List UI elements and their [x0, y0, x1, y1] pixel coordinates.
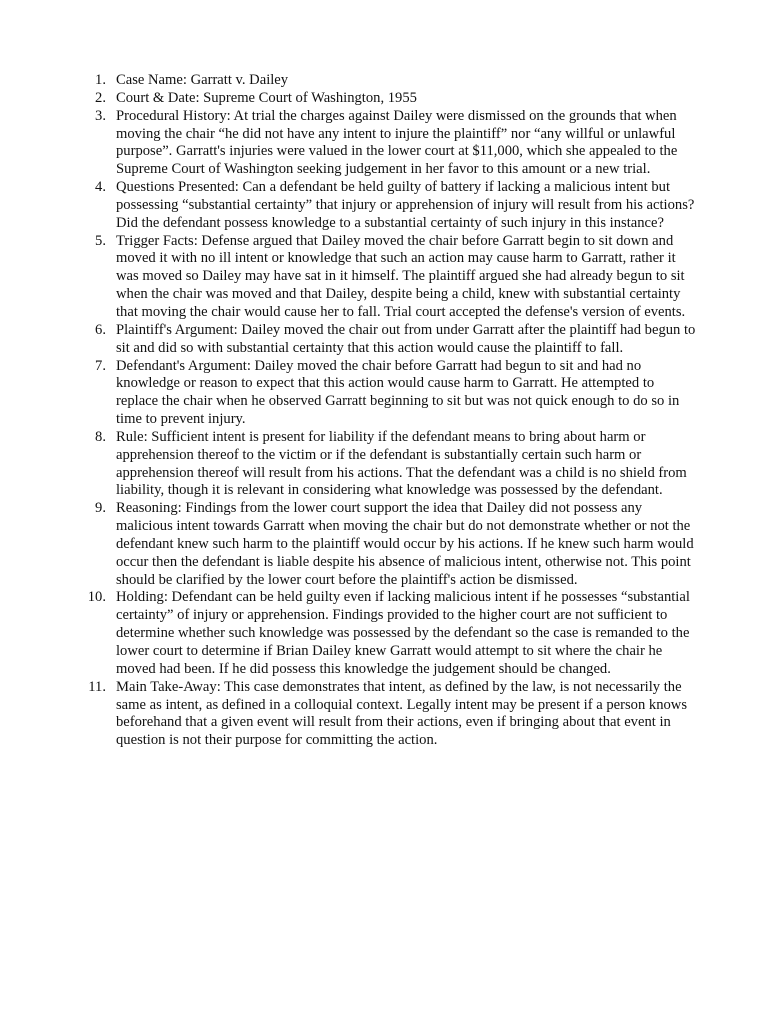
list-number: 9. — [95, 500, 106, 517]
list-item-trigger-facts — [80, 233, 698, 322]
list-number: 7. — [95, 357, 106, 374]
list-number: 4. — [95, 179, 106, 196]
list-text: Questions Presented: Can a defendant be held guilty of battery if lacking a malicious intent but possessing “substantial certainty” that injury or apprehension of injury will result from his actions? Did the defendant possess knowledge to a substantial certainty of such injury in this instance? — [116, 179, 695, 231]
list-item-plaintiffs-argument — [80, 322, 698, 358]
list-text: Reasoning: Findings from the lower court support the idea that Dailey did not possess any malicious intent towards Garratt when moving the chair but do not demonstrate whether or not the defendant knew such harm to the plaintiff would occur by his actions. If he knew such harm would occur then the defendant is liable despite his absence of malicious intent, otherwise not. This point should be clarified by the lower court before the plaintiff's action be dismissed. — [116, 500, 694, 588]
list-item-reasoning — [80, 500, 698, 589]
list-text: Holding: Defendant can be held guilty even if lacking malicious intent if he possesses “substantial certainty” of injury or apprehension. Findings provided to the higher court are not sufficient to determine whether such knowledge was possessed by the defendant so the case is remanded to the lower court to determine if Brian Dailey knew Garratt would attempt to sit where the chair he moved had been. If he did possess this knowledge the judgement should be changed. — [116, 589, 690, 677]
list-text: Plaintiff's Argument: Dailey moved the chair out from under Garratt after the plaintiff had begun to sit and did so with substantial certainty that this action would cause the plaintiff to fall. — [116, 321, 696, 356]
list-item-holding — [80, 589, 698, 678]
list-number: 2. — [95, 89, 106, 106]
list-item-rule — [80, 429, 698, 500]
list-text: Main Take-Away: This case demonstrates that intent, as defined by the law, is not necessarily the same as intent, as defined in a colloquial context. Legally intent may be present if a person knows beforehand that a given event will result from their actions, even if bringing about that event in question is not their purpose for committing the action. — [116, 678, 688, 749]
list-text: Defendant's Argument: Dailey moved the chair before Garratt had begun to sit and had no knowledge or reason to expect that this action would cause harm to Garratt. He attempted to replace the chair when he observed Garratt beginning to sit but was not quick enough to do so in time to prevent injury. — [116, 357, 680, 428]
list-item-main-take-away — [80, 679, 698, 750]
list-text: Procedural History: At trial the charges against Dailey were dismissed on the grounds that when moving the chair “he did not have any intent to injure the plaintiff” nor “any willful or unlawful purpose”. Garratt's injuries were valued in the lower court at $11,000, which she appealed to the Supreme Court of Washington seeking judgement in her favor to this amount or a new trial. — [116, 107, 678, 178]
list-text: Court & Date: Supreme Court of Washington, 1955 — [116, 89, 417, 106]
list-item-procedural-history — [80, 108, 698, 179]
list-text: Trigger Facts: Defense argued that Dailey moved the chair before Garratt begin to sit down and moved it with no ill intent or knowledge that such an action may cause harm to Garratt, rather it was moved so Dailey may have sat in it himself. The plaintiff argued she had already begun to sit when the chair was moved and that Dailey, despite being a child, knew with substantial certainty that moving the chair would cause her to fall. Trial court accepted the defense's version of events. — [116, 232, 686, 320]
list-item-case-name — [80, 72, 698, 90]
list-text: Case Name: Garratt v. Dailey — [116, 72, 289, 88]
list-number: 11. — [88, 678, 106, 695]
list-item-questions-presented — [80, 179, 698, 233]
list-number: 1. — [95, 72, 106, 88]
list-number: 6. — [95, 321, 106, 338]
list-item-court-date — [80, 90, 698, 108]
list-number: 3. — [95, 107, 106, 124]
list-text: Rule: Sufficient intent is present for liability if the defendant means to bring about harm or apprehension thereof to the victim or if the defendant is substantially certain such harm or apprehension thereof will result from his actions. That the defendant was a child is no shield from liability, though it is relevant in considering what knowledge was possessed by the defendant. — [116, 428, 687, 499]
list-number: 8. — [95, 428, 106, 445]
list-number: 10. — [87, 589, 106, 606]
list-item-defendants-argument — [80, 358, 698, 429]
list-number: 5. — [95, 232, 106, 249]
case-brief-list — [80, 72, 698, 750]
